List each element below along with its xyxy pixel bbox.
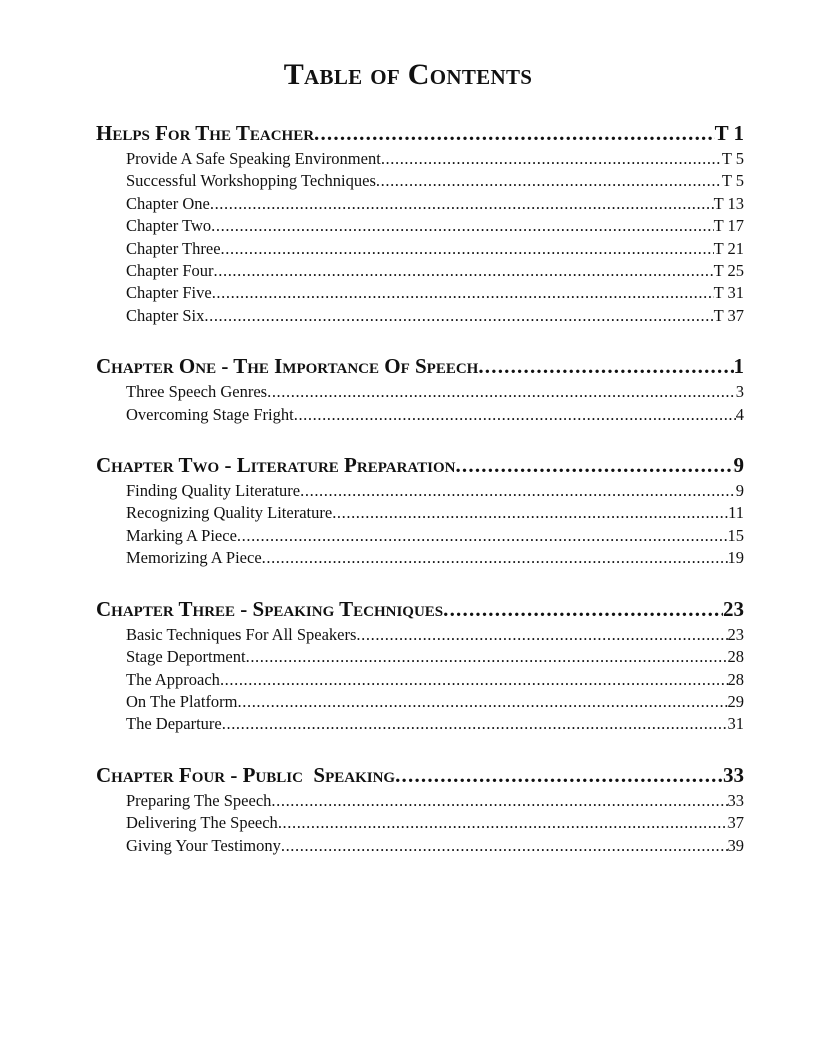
chapter-title: Chapter Four - Public Speaking <box>96 762 396 787</box>
dot-leader <box>211 215 713 237</box>
toc-entry[interactable] <box>96 713 744 735</box>
dot-leader <box>204 305 713 327</box>
toc-section-chapter-two <box>96 450 744 570</box>
dot-leader <box>395 760 723 790</box>
page-number: 1 <box>733 354 744 379</box>
dot-leader <box>332 502 728 524</box>
dot-leader <box>214 260 714 282</box>
entry-title: Chapter One <box>126 193 210 213</box>
page-number: 31 <box>727 714 744 734</box>
dot-leader <box>267 381 736 403</box>
entry-title: Three Speech Genres <box>126 382 268 402</box>
entry-title: Provide A Safe Speaking Environment <box>126 149 381 168</box>
dot-leader <box>221 238 714 260</box>
page-number: T 37 <box>713 305 744 325</box>
toc-chapter-entry[interactable] <box>96 450 744 480</box>
toc-entry[interactable] <box>96 525 744 547</box>
entry-title: Chapter Four <box>126 261 214 281</box>
toc-section-helps-for-teacher <box>96 118 744 327</box>
entry-title: Stage Deportment <box>126 647 246 667</box>
toc-entry[interactable] <box>96 282 744 304</box>
entry-title: Recognizing Quality Literature <box>126 503 333 523</box>
page-number: T 25 <box>713 261 744 281</box>
dot-leader <box>443 594 723 624</box>
toc-entry[interactable] <box>96 691 744 713</box>
page-number: 33 <box>727 790 744 810</box>
toc-section-chapter-three <box>96 594 744 736</box>
dot-leader <box>356 624 727 646</box>
page-number: 39 <box>727 835 744 855</box>
page-title: Table of Contents <box>283 58 533 91</box>
dot-leader <box>222 713 728 735</box>
toc-entry[interactable] <box>96 790 744 812</box>
page-number: T 13 <box>713 193 744 213</box>
dot-leader <box>294 404 736 426</box>
dot-leader <box>281 835 728 857</box>
toc-entry[interactable] <box>96 404 744 426</box>
dot-leader <box>455 450 733 480</box>
dot-leader <box>246 646 728 668</box>
toc-section-chapter-four <box>96 760 744 857</box>
dot-leader <box>262 547 728 569</box>
page-number: T 31 <box>713 283 744 303</box>
toc-chapter-entry[interactable] <box>96 118 744 148</box>
toc-entry[interactable] <box>96 502 744 524</box>
dot-leader <box>212 282 714 304</box>
toc-entry[interactable] <box>96 381 744 403</box>
toc-section-chapter-one <box>96 351 744 426</box>
page-number: 28 <box>727 647 744 667</box>
chapter-title: Helps For The Teacher <box>96 121 315 145</box>
toc-chapter-entry[interactable] <box>96 351 744 381</box>
page-number: T 5 <box>721 149 744 168</box>
entry-title: Finding Quality Literature <box>126 481 301 501</box>
dot-leader <box>238 691 728 713</box>
dot-leader <box>210 193 714 215</box>
toc-chapter-entry[interactable] <box>96 594 744 624</box>
entry-title: Chapter Three <box>126 238 221 258</box>
entry-title: The Departure <box>126 714 222 734</box>
entry-title: The Approach <box>126 669 220 689</box>
toc-entry[interactable] <box>96 305 744 327</box>
dot-leader <box>278 812 728 834</box>
entry-title: Delivering The Speech <box>126 813 278 833</box>
entry-title: Giving Your Testimony <box>126 835 281 855</box>
page-number: 15 <box>727 525 744 545</box>
page-number: 9 <box>735 481 744 501</box>
toc-entry[interactable] <box>96 547 744 569</box>
entry-title: Chapter Six <box>126 305 205 325</box>
dot-leader <box>376 170 722 192</box>
page-number: 23 <box>723 596 744 621</box>
page-number: 19 <box>727 548 744 568</box>
page-number: 37 <box>727 813 744 833</box>
toc-entry[interactable] <box>96 215 744 237</box>
toc-entry[interactable] <box>96 238 744 260</box>
toc-entry[interactable] <box>96 835 744 857</box>
page-number: 28 <box>727 669 744 689</box>
entry-title: Memorizing A Piece <box>126 548 262 568</box>
dot-leader <box>314 118 715 148</box>
page-number: T 17 <box>713 216 744 236</box>
dot-leader <box>478 351 733 381</box>
page-number: 23 <box>727 624 744 644</box>
entry-title: Marking A Piece <box>126 525 237 545</box>
dot-leader <box>237 525 728 547</box>
toc-entry[interactable] <box>96 480 744 502</box>
toc-chapter-entry[interactable] <box>96 760 744 790</box>
page-number: T 21 <box>713 238 744 258</box>
table-of-contents <box>96 118 744 881</box>
entry-title: Successful Workshopping Techniques <box>126 171 376 191</box>
page-number: 3 <box>735 382 744 402</box>
entry-title: Basic Techniques For All Speakers <box>126 624 357 644</box>
toc-entry[interactable] <box>96 193 744 215</box>
toc-entry[interactable] <box>96 624 744 646</box>
entry-title: Preparing The Speech <box>126 790 272 810</box>
dot-leader <box>220 669 728 691</box>
entry-title: Chapter Five <box>126 283 212 303</box>
toc-entry[interactable] <box>96 148 744 170</box>
page-number: 33 <box>723 762 744 787</box>
entry-title: On The Platform <box>126 691 238 711</box>
entry-title: Chapter Two <box>126 216 212 236</box>
toc-entry[interactable] <box>96 812 744 834</box>
toc-entry[interactable] <box>96 646 744 668</box>
page-number: T 1 <box>714 121 744 145</box>
chapter-title: Chapter One - The Importance Of Speech <box>96 354 479 379</box>
page-number: T 5 <box>721 171 744 191</box>
page-number: 4 <box>735 404 744 424</box>
page-number: 29 <box>727 691 744 711</box>
toc-entry[interactable] <box>96 260 744 282</box>
toc-entry[interactable] <box>96 170 744 192</box>
page-number: 9 <box>733 453 744 478</box>
chapter-title: Chapter Two - Literature Preparation <box>96 453 456 478</box>
entry-title: Overcoming Stage Fright <box>126 404 294 424</box>
dot-leader <box>271 790 727 812</box>
dot-leader <box>381 148 722 170</box>
dot-leader <box>300 480 736 502</box>
chapter-title: Chapter Three - Speaking Techniques <box>96 596 444 621</box>
toc-entry[interactable] <box>96 669 744 691</box>
page-number: 11 <box>728 503 744 523</box>
